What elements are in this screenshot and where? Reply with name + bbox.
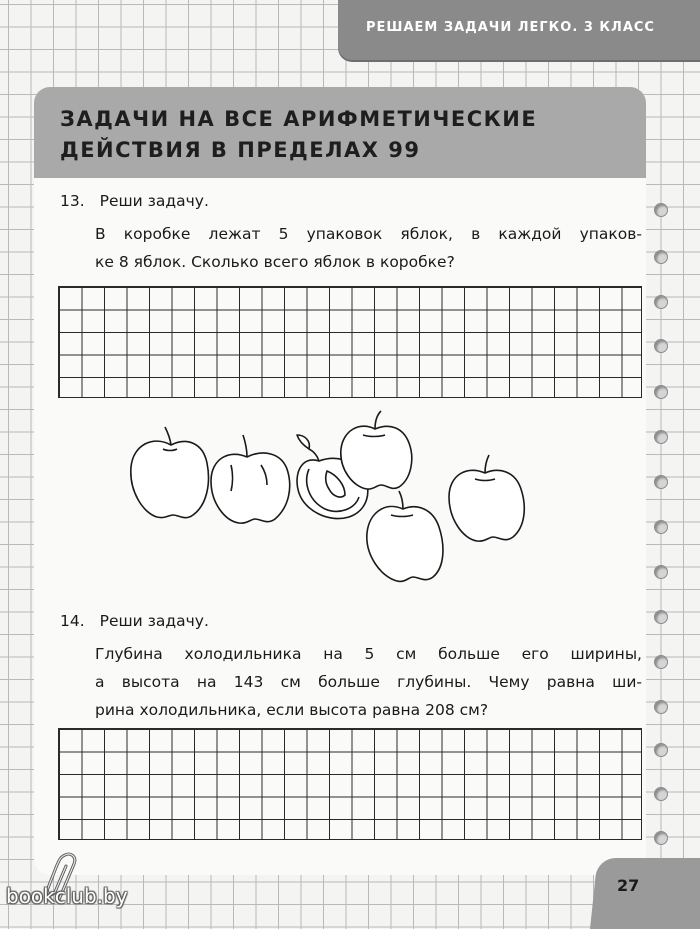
binder-hole-icon xyxy=(654,339,668,353)
binder-hole-icon xyxy=(654,565,668,579)
page-number-tab xyxy=(590,858,700,929)
binder-hole-icon xyxy=(654,250,668,264)
section-header xyxy=(34,87,646,178)
binder-hole-icon xyxy=(654,385,668,399)
apple-icon xyxy=(211,435,290,523)
section-title-line2: ДЕЙСТВИЯ В ПРЕДЕЛАХ 99 xyxy=(60,138,421,162)
binder-hole-icon xyxy=(654,743,668,757)
binder-hole-icon xyxy=(654,831,668,845)
task-13-number: 13. xyxy=(60,192,85,210)
task-13-line-1: В коробке лежат 5 упаковок яблок, в каждой упаков- xyxy=(95,225,642,243)
binder-hole-icon xyxy=(654,610,668,624)
binder-hole-icon xyxy=(654,203,668,217)
binder-hole-icon xyxy=(654,700,668,714)
page-number: 27 xyxy=(617,876,640,895)
binder-hole-icon xyxy=(654,295,668,309)
task-13-text xyxy=(95,220,642,276)
binder-hole-icon xyxy=(654,520,668,534)
binder-hole-icon xyxy=(654,430,668,444)
apple-icon xyxy=(341,411,412,489)
task-13-answer-grid[interactable] xyxy=(58,286,642,398)
task-13-line-2: ке 8 яблок. Сколько всего яблок в коробке? xyxy=(95,253,455,271)
section-title xyxy=(60,104,537,166)
watermark: bookclub.by xyxy=(6,884,128,908)
task-13-heading xyxy=(60,192,209,210)
binder-holes xyxy=(650,195,674,855)
task-14-answer-grid[interactable] xyxy=(58,728,642,840)
task-14-line-3: рина холодильника, если высота равна 208 см? xyxy=(95,701,489,719)
task-14-number: 14. xyxy=(60,612,85,630)
task-14-line-2: а высота на 143 см больше глубины. Чему равна ши- xyxy=(95,673,642,691)
task-14-heading xyxy=(60,612,209,630)
task-14-instruction: Реши задачу. xyxy=(99,612,209,630)
binder-hole-icon xyxy=(654,475,668,489)
apple-icon xyxy=(131,427,209,518)
top-header-tab xyxy=(338,0,700,60)
apples-illustration xyxy=(123,405,533,590)
task-14-line-1: Глубина холодильника на 5 см больше его ширины, xyxy=(95,645,642,663)
task-14-text xyxy=(95,640,642,724)
section-title-line1: ЗАДАЧИ НА ВСЕ АРИФМЕТИЧЕСКИЕ xyxy=(60,107,538,131)
book-title: РЕШАЕМ ЗАДАЧИ ЛЕГКО. 3 КЛАСС xyxy=(366,20,655,35)
binder-hole-icon xyxy=(654,655,668,669)
apple-icon xyxy=(367,491,443,581)
task-13-instruction: Реши задачу. xyxy=(99,192,209,210)
binder-hole-icon xyxy=(654,787,668,801)
apple-icon xyxy=(449,455,524,541)
